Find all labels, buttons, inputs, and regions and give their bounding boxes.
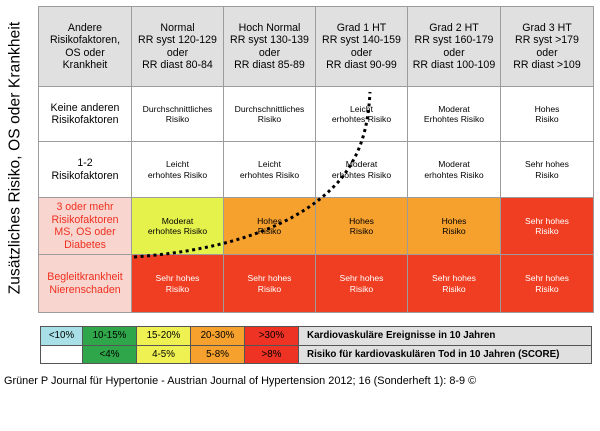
risk-cell: Sehr hohes Risiko: [132, 255, 224, 313]
row-header: Keine anderen Risikofaktoren: [39, 87, 132, 142]
column-header-grad3: Grad 3 HT RR syst >179 oder RR diast >109: [501, 7, 594, 87]
row-1-2-risikofaktoren: [39, 142, 594, 198]
legend-description: Kardiovaskuläre Ereignisse in 10 Jahren: [299, 327, 592, 346]
legend-swatch: >8%: [245, 345, 299, 364]
column-header-normal: Normal RR syst 120-129 oder RR diast 80-84: [132, 7, 224, 87]
risk-cell: Moderat erhohtes Risiko: [408, 142, 501, 198]
risk-cell: Sehr hohes Risiko: [224, 255, 316, 313]
risk-cell: Sehr hohes Risiko: [501, 198, 594, 255]
legend-swatch: 10-15%: [83, 327, 137, 346]
source-caption: Grüner P Journal für Hypertonie - Austrian Journal of Hypertension 2012; 16 (Sonderheft 1): 8-9 ©: [4, 375, 477, 387]
corner-header: Andere Risikofaktoren, OS oder Krankheit: [39, 7, 132, 87]
row-keine-anderen: [39, 87, 594, 142]
row-3-oder-mehr: [39, 198, 594, 255]
risk-cell: Durchschnittliches Risiko: [224, 87, 316, 142]
header-row: [39, 7, 594, 87]
risk-cell: Moderat erhohtes Risiko: [132, 198, 224, 255]
row-header: 3 oder mehr Risikofaktoren MS, OS oder Diabetes: [39, 198, 132, 255]
legend-description: Risiko für kardiovaskulären Tod in 10 Jahren (SCORE): [299, 345, 592, 364]
row-header: Begleitkrankheit Nierenschaden: [39, 255, 132, 313]
risk-cell: Sehr hohes Risiko: [316, 255, 408, 313]
legend-swatch: 15-20%: [137, 327, 191, 346]
row-begleitkrankheit: [39, 255, 594, 313]
row-header: 1-2 Risikofaktoren: [39, 142, 132, 198]
risk-cell: Hohes Risiko: [224, 198, 316, 255]
risk-cell: Hohes Risiko: [408, 198, 501, 255]
column-header-grad1: Grad 1 HT RR syst 140-159 oder RR diast 90-99: [316, 7, 408, 87]
risk-cell: Durchschnittliches Risiko: [132, 87, 224, 142]
legend-swatch: 5-8%: [191, 345, 245, 364]
risk-cell: Sehr hohes Risiko: [501, 142, 594, 198]
legend-swatch: >30%: [245, 327, 299, 346]
side-axis-label-text: Zusätzliches Risiko, OS oder Krankheit: [6, 21, 24, 295]
risk-cell: Hohes Risiko: [501, 87, 594, 142]
risk-cell: Leicht erhohtes Risiko: [316, 87, 408, 142]
legend-table: [40, 326, 592, 364]
legend-swatch: 4-5%: [137, 345, 191, 364]
legend-swatch: <4%: [83, 345, 137, 364]
column-header-hoch-normal: Hoch Normal RR syst 130-139 oder RR diast 85-89: [224, 7, 316, 87]
column-header-grad2: Grad 2 HT RR syst 160-179 oder RR diast 100-109: [408, 7, 501, 87]
risk-table: [38, 6, 594, 313]
risk-cell: Moderat Erhohtes Risiko: [408, 87, 501, 142]
side-axis-label: [0, 8, 30, 308]
legend-row-score: [41, 345, 592, 364]
legend-row-ereignisse: [41, 327, 592, 346]
risk-cell: Leicht erhohtes Risiko: [132, 142, 224, 198]
risk-cell: Sehr hohes Risiko: [408, 255, 501, 313]
legend-swatch: 20-30%: [191, 327, 245, 346]
risk-cell: Leicht erhohtes Risiko: [224, 142, 316, 198]
legend-swatch: <10%: [41, 327, 83, 346]
risk-cell: Moderat erhohtes Risiko: [316, 142, 408, 198]
risk-cell: Hohes Risiko: [316, 198, 408, 255]
risk-cell: Sehr hohes Risiko: [501, 255, 594, 313]
legend-swatch: [41, 345, 83, 364]
